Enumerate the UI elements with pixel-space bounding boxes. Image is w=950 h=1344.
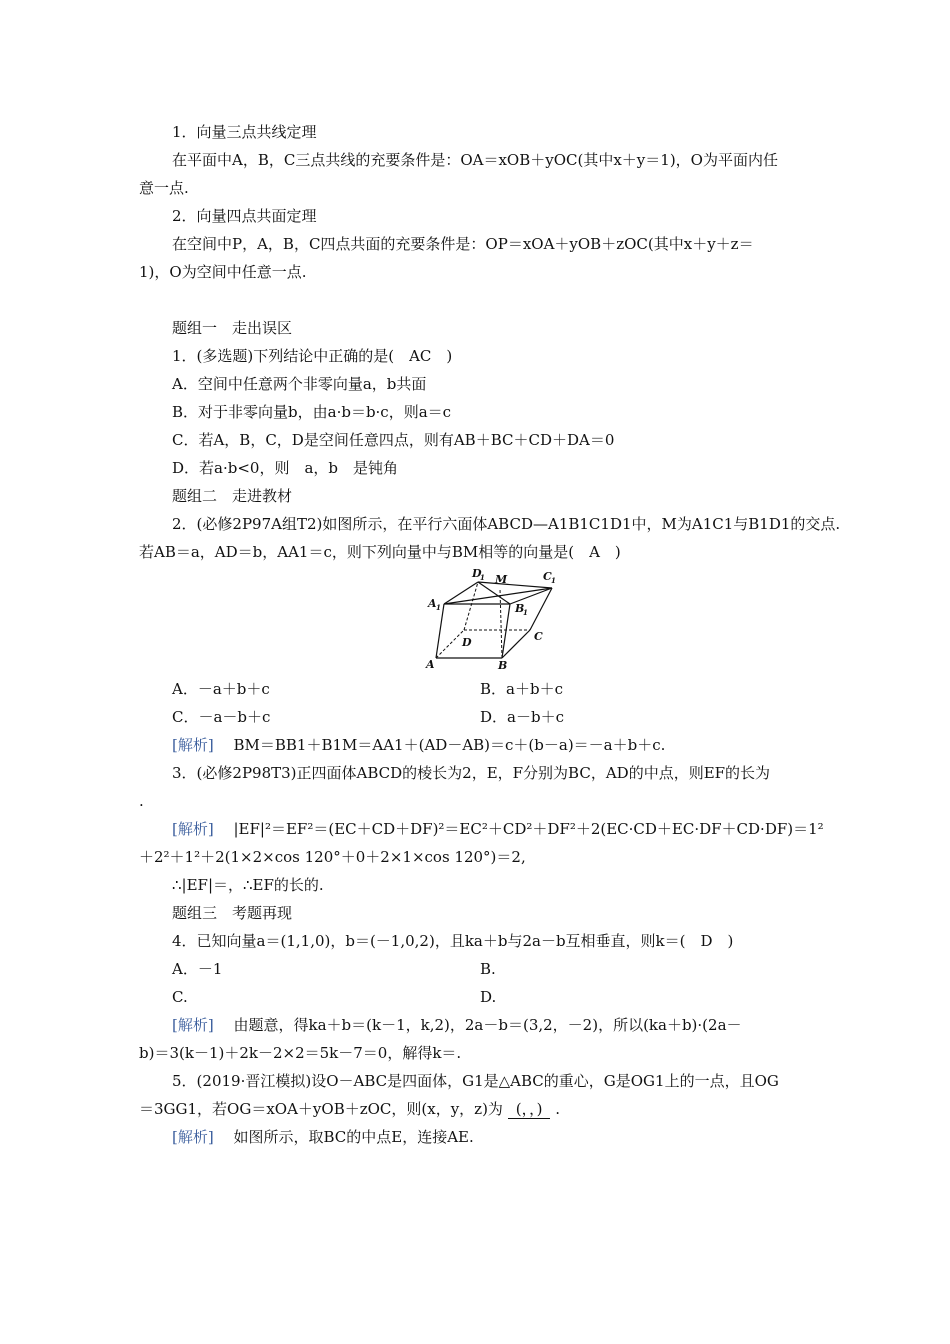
label-b1-sub: 1 xyxy=(523,608,528,617)
q1-option-b: B．对于非零向量b，由a·b＝b·c，则a＝c xyxy=(172,403,452,421)
q4-stem: 4．已知向量a＝(1,1,0)，b＝(－1,0,2)，且ka＋b与2a－b互相垂直，则k＝( D ) xyxy=(172,932,734,950)
theory-1-line-2: 意一点. xyxy=(139,179,189,197)
q4-option-d: D. xyxy=(480,988,497,1006)
q2-stem-line-2: 若AB＝a，AD＝b，AA1＝c，则下列向量中与BM相等的向量是( A ) xyxy=(139,543,621,561)
group-1-heading: 题组一 走出误区 xyxy=(172,319,293,337)
label-c1: C xyxy=(543,570,552,583)
group-3-heading: 题组三 考题再现 xyxy=(172,904,293,922)
label-a: A xyxy=(426,658,435,671)
q2-option-d: D．a－b＋c xyxy=(480,708,564,726)
q5-analysis xyxy=(172,1127,474,1147)
theory-1-line-1: 在平面中A，B，C三点共线的充要条件是：OA＝xOB＋yOC(其中x＋y＝1)，O为平面内任 xyxy=(172,151,778,169)
q4-analysis-line-2: b)＝3(k－1)＋2k－2×2＝5k－7＝0，解得k＝. xyxy=(139,1044,462,1062)
analysis-text: BM＝BB1＋B1M＝AA1＋(AD－AB)＝c＋(b－a)＝－a＋b＋c. xyxy=(233,736,666,754)
q4-option-b: B. xyxy=(480,960,496,978)
theory-2-line-1: 在空间中P，A，B，C四点共面的充要条件是：OP＝xOA＋yOB＋zOC(其中x＋y＋z＝ xyxy=(172,235,754,253)
q3-stem-line-1: 3．(必修2P98T3)正四面体ABCD的棱长为2，E，F分别为BC，AD的中点，则EF的长为 xyxy=(172,764,771,782)
label-b1: B xyxy=(515,602,525,615)
analysis-tag: [解析] xyxy=(172,736,214,754)
q5-stem-line-1: 5．(2019·晋江模拟)设O－ABC是四面体，G1是△ABC的重心，G是OG1上的一点，且OG xyxy=(172,1072,779,1090)
q2-stem-line-1: 2．(必修2P97A组T2)如图所示，在平行六面体ABCD—A1B1C1D1中，M为A1C1与B1D1的交点. xyxy=(172,515,841,533)
label-d1-sub: 1 xyxy=(480,573,485,582)
q3-analysis-line-3: ∴|EF|＝，∴EF的长的. xyxy=(172,876,324,894)
theory-1-title: 1．向量三点共线定理 xyxy=(172,123,317,141)
parallelepiped-figure xyxy=(420,566,560,672)
label-b: B xyxy=(498,659,508,672)
theory-2-title: 2．向量四点共面定理 xyxy=(172,207,317,225)
q5-stem-end: . xyxy=(555,1100,560,1118)
q5-answer-blank: (，，) xyxy=(508,1100,551,1119)
q1-option-d: D．若a·b<0，则 a，b 是钝角 xyxy=(172,459,398,477)
analysis-text: 由题意，得ka＋b＝(k－1，k,2)，2a－b＝(3,2，－2)，所以(ka＋b)·(2a－ xyxy=(233,1016,742,1034)
q4-option-a: A．－1 xyxy=(172,960,223,978)
label-m: M xyxy=(495,573,508,586)
q3-analysis-line-1 xyxy=(172,819,824,839)
analysis-text: |EF|²＝EF²＝(EC＋CD＋DF)²＝EC²＋CD²＋DF²＋2(EC·CD＋EC·DF＋CD·DF)＝1² xyxy=(233,820,824,838)
label-a1: A xyxy=(428,597,437,610)
q3-stem-line-2: . xyxy=(139,792,144,810)
label-d: D xyxy=(462,636,472,649)
q5-stem-text: ＝3GG1，若OG＝xOA＋yOB＋zOC，则(x，y，z)为 xyxy=(139,1100,503,1118)
analysis-tag: [解析] xyxy=(172,1128,214,1146)
q4-option-c: C. xyxy=(172,988,188,1006)
label-d1: D xyxy=(472,567,482,580)
label-c: C xyxy=(534,630,543,643)
label-a1-sub: 1 xyxy=(436,603,441,612)
q4-analysis-line-1 xyxy=(172,1015,742,1035)
group-2-heading: 题组二 走进教材 xyxy=(172,487,293,505)
label-c1-sub: 1 xyxy=(551,576,556,585)
analysis-tag: [解析] xyxy=(172,820,214,838)
analysis-tag: [解析] xyxy=(172,1016,214,1034)
q2-analysis xyxy=(172,735,665,755)
q1-stem: 1．(多选题)下列结论中正确的是( AC ) xyxy=(172,347,453,365)
q1-option-a: A．空间中任意两个非零向量a，b共面 xyxy=(172,375,427,393)
q5-stem-line-2 xyxy=(139,1099,560,1119)
analysis-text: 如图所示，取BC的中点E，连接AE. xyxy=(233,1128,474,1146)
theory-2-line-2: 1)，O为空间中任意一点. xyxy=(139,263,307,281)
q3-analysis-line-2: ＋2²＋1²＋2(1×2×cos 120°＋0＋2×1×cos 120°)＝2, xyxy=(139,848,526,866)
q2-option-a: A．－a＋b＋c xyxy=(172,680,270,698)
q2-option-c: C．－a－b＋c xyxy=(172,708,271,726)
q1-option-c: C．若A，B，C，D是空间任意四点，则有AB＋BC＋CD＋DA＝0 xyxy=(172,431,615,449)
q2-option-b: B．a＋b＋c xyxy=(480,680,563,698)
